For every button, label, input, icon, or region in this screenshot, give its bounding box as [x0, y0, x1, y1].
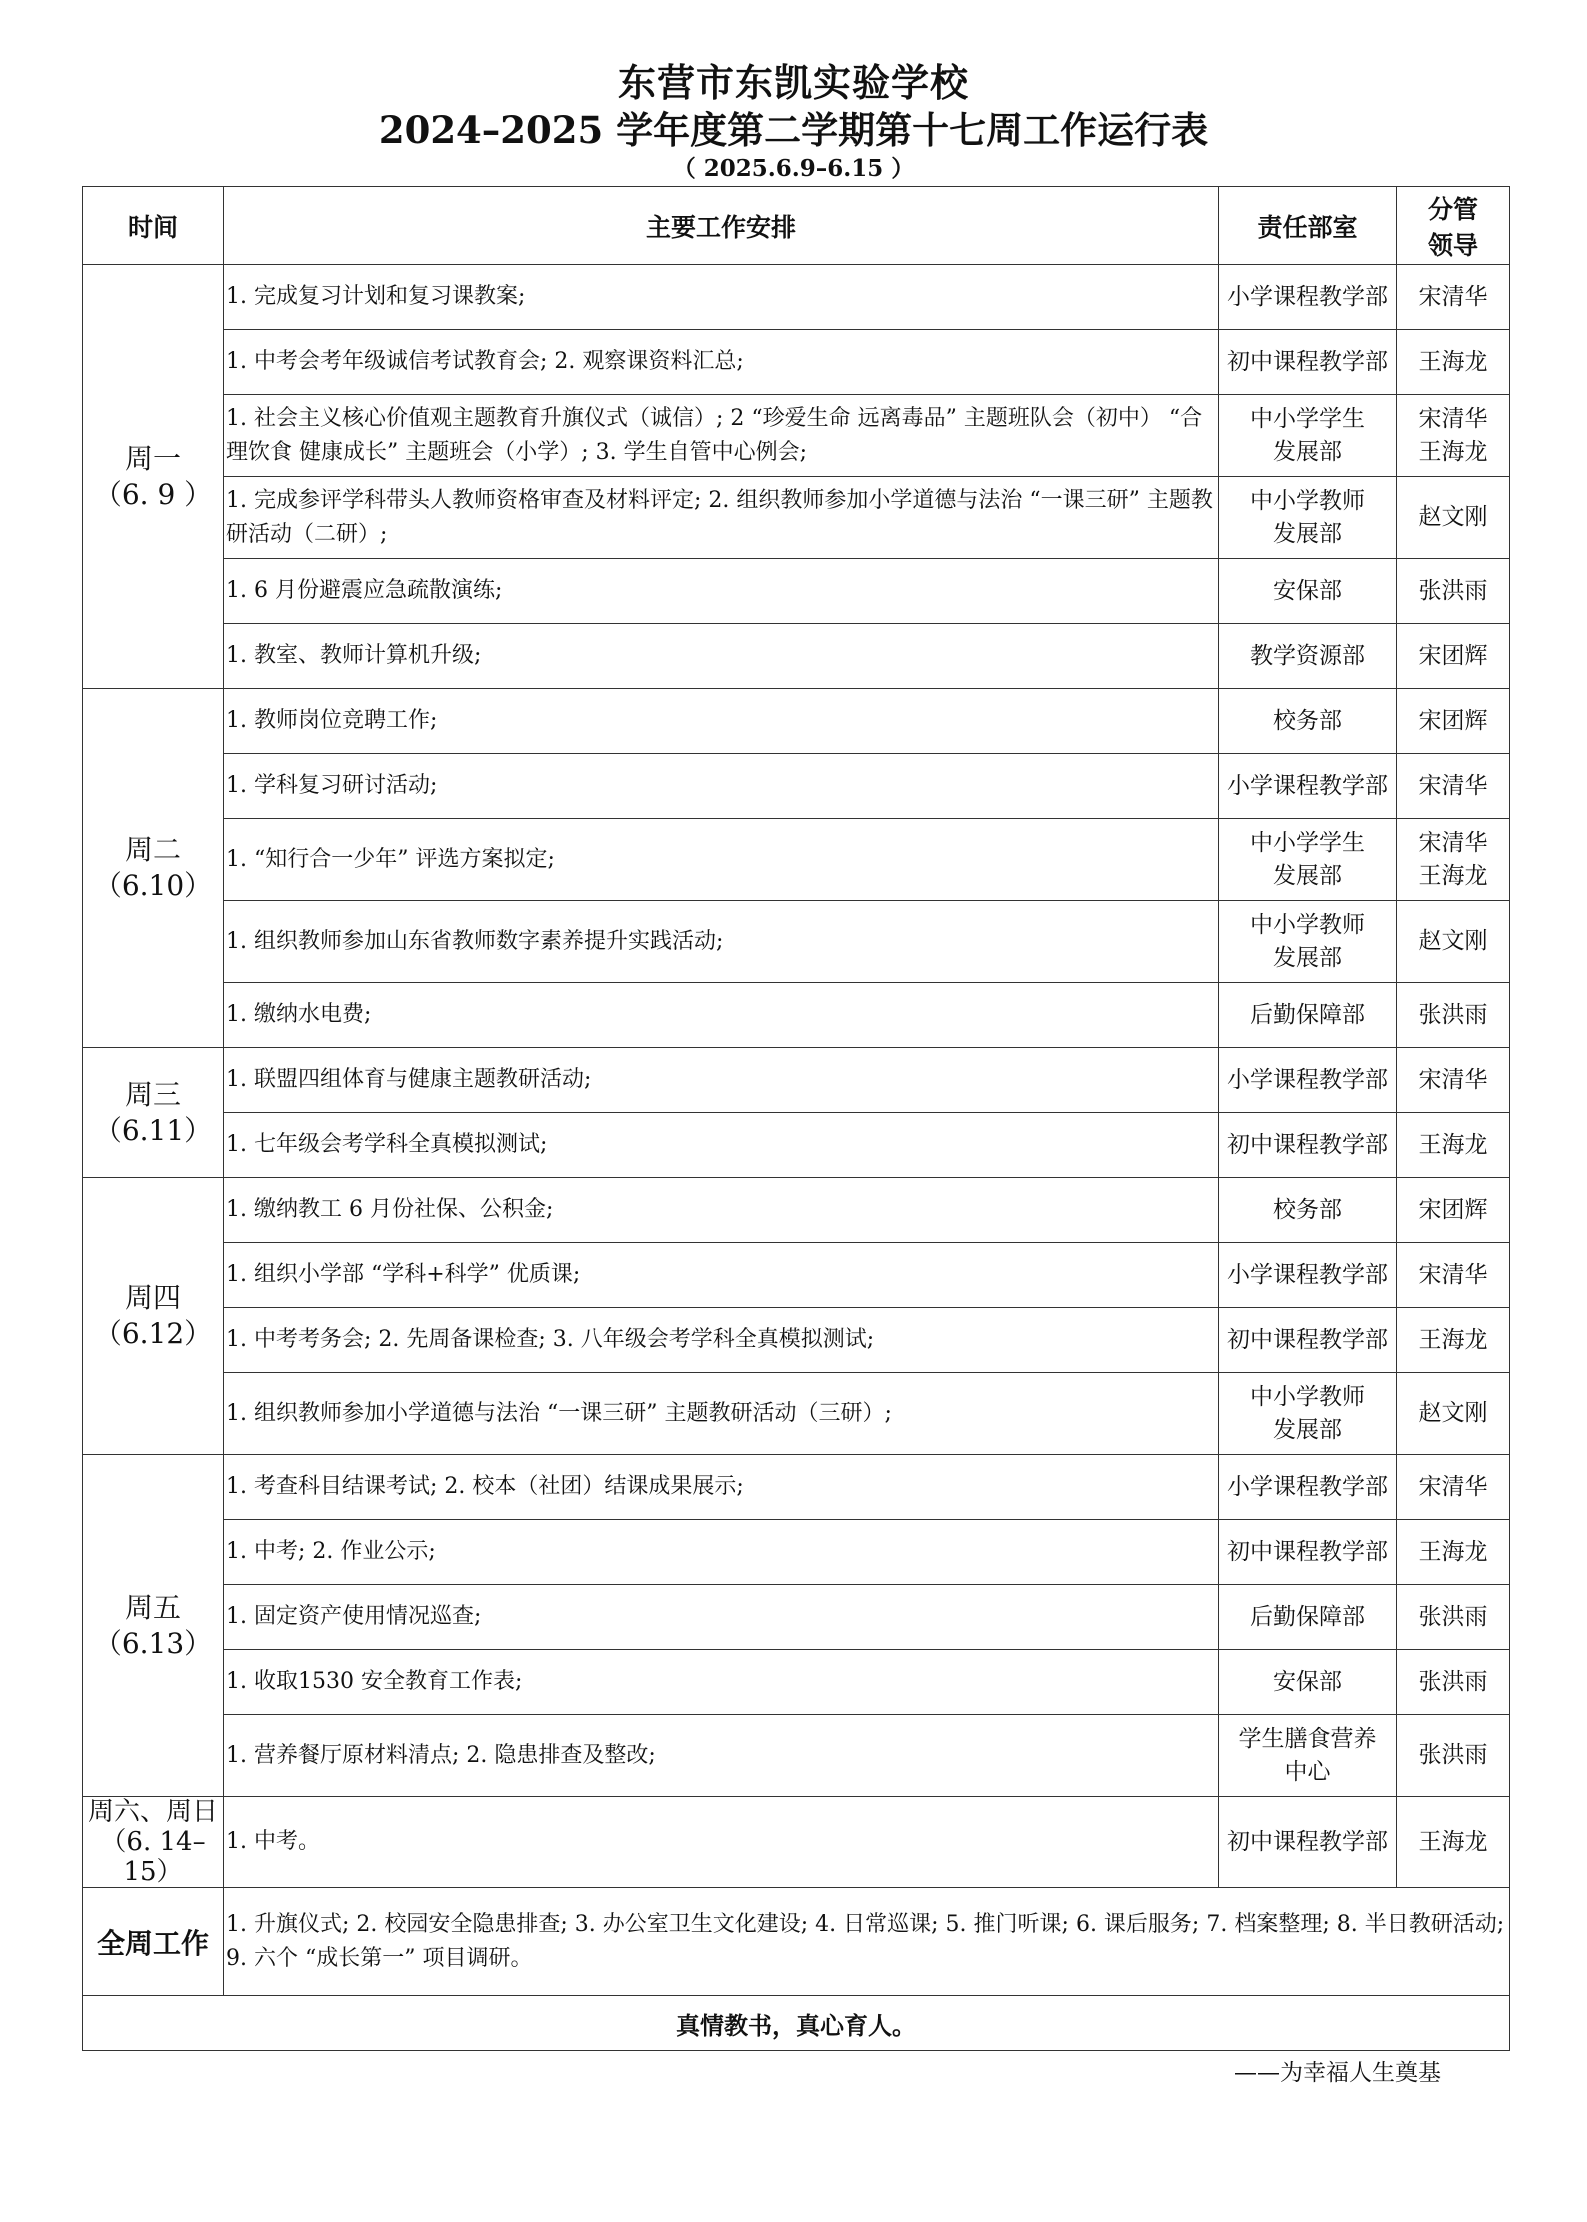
task-cell: 1. 中考考务会; 2. 先周备课检查; 3. 八年级会考学科全真模拟测试;	[224, 1308, 1219, 1373]
table-row	[83, 819, 1510, 901]
dept-line1: 中小学学生	[1250, 405, 1365, 432]
table-row	[83, 1178, 1510, 1243]
dept-line2: 中心	[1284, 1758, 1331, 1785]
motto: 真情教书，真心育人。	[83, 1996, 1510, 2051]
dept-cell: 初中课程教学部	[1219, 1308, 1397, 1373]
dept-line2: 发展部	[1273, 520, 1342, 547]
day-cell-tuesday	[83, 689, 224, 1048]
day-date: （6.11）	[93, 1113, 213, 1147]
task-cell: 1. 收取1530 安全教育工作表;	[224, 1650, 1219, 1715]
allweek-tasks: 1. 升旗仪式; 2. 校园安全隐患排查; 3. 办公室卫生文化建设; 4. 日常巡课; 5. 推门听课; 6. 课后服务; 7. 档案整理; 8. 半日教研活动; 9. 六个 “成长第一” 项目调研。	[224, 1888, 1510, 1996]
leader-cell: 王海龙	[1397, 1797, 1510, 1888]
task-cell: 1. 完成复习计划和复习课教案;	[224, 265, 1219, 330]
table-row	[83, 1113, 1510, 1178]
leader-cell: 赵文刚	[1397, 1373, 1510, 1455]
dept-cell: 安保部	[1219, 1650, 1397, 1715]
table-row	[83, 265, 1510, 330]
table-row	[83, 1585, 1510, 1650]
task-cell: 1. 中考。	[224, 1797, 1219, 1888]
day-label: 周一	[124, 441, 181, 475]
leader-cell: 赵文刚	[1397, 477, 1510, 559]
table-row	[83, 901, 1510, 983]
leader-cell: 宋团辉	[1397, 1178, 1510, 1243]
dept-cell: 小学课程教学部	[1219, 1243, 1397, 1308]
leader-cell: 王海龙	[1397, 1308, 1510, 1373]
dept-cell: 小学课程教学部	[1219, 1048, 1397, 1113]
dept-line2: 发展部	[1273, 1416, 1342, 1443]
leader-cell: 宋清华	[1397, 754, 1510, 819]
leader-line2: 王海龙	[1418, 862, 1488, 889]
leader-line1: 宋清华	[1418, 829, 1488, 856]
dept-cell: 初中课程教学部	[1219, 330, 1397, 395]
task-cell: 1. 缴纳水电费;	[224, 983, 1219, 1048]
leader-cell: 王海龙	[1397, 330, 1510, 395]
table-row	[83, 1715, 1510, 1797]
dept-line1: 中小学学生	[1250, 829, 1365, 856]
day-label: 周三	[124, 1077, 181, 1111]
table-row	[83, 1455, 1510, 1520]
task-cell: 1. 联盟四组体育与健康主题教研活动;	[224, 1048, 1219, 1113]
dept-cell	[1219, 395, 1397, 477]
leader-cell: 宋清华	[1397, 1048, 1510, 1113]
leader-cell: 张洪雨	[1397, 1650, 1510, 1715]
footer-slogan: ——为幸福人生奠基	[1234, 2060, 1441, 2086]
day-date: （6. 9 ）	[93, 477, 213, 511]
task-cell: 1. 七年级会考学科全真模拟测试;	[224, 1113, 1219, 1178]
task-cell: 1. 考查科目结课考试; 2. 校本（社团）结课成果展示;	[224, 1455, 1219, 1520]
day-cell-monday	[83, 265, 224, 689]
table-row	[83, 1048, 1510, 1113]
leader-cell: 张洪雨	[1397, 983, 1510, 1048]
dept-cell: 后勤保障部	[1219, 1585, 1397, 1650]
dept-cell: 初中课程教学部	[1219, 1797, 1397, 1888]
task-cell: 1. 组织教师参加山东省教师数字素养提升实践活动;	[224, 901, 1219, 983]
leader-cell: 宋团辉	[1397, 689, 1510, 754]
day-label: 周五	[124, 1590, 181, 1624]
leader-cell: 张洪雨	[1397, 1585, 1510, 1650]
day-label: 周二	[124, 833, 181, 866]
dept-cell	[1219, 901, 1397, 983]
task-cell: 1. 社会主义核心价值观主题教育升旗仪式（诚信）; 2 “珍爱生命 远离毒品” 主题班队会（初中） “合理饮食 健康成长” 主题班会（小学）; 3. 学生自管中心例会;	[224, 395, 1219, 477]
table-row	[83, 1243, 1510, 1308]
dept-line2: 发展部	[1273, 944, 1342, 971]
leader-cell	[1397, 395, 1510, 477]
dept-line2: 发展部	[1273, 862, 1342, 889]
dept-line1: 学生膳食营养	[1238, 1725, 1377, 1752]
dept-line1: 中小学教师	[1250, 1383, 1365, 1410]
table-row	[83, 1797, 1510, 1888]
task-cell: 1. 组织教师参加小学道德与法治 “一课三研” 主题教研活动（三研）;	[224, 1373, 1219, 1455]
day-date: （6.13）	[93, 1626, 213, 1660]
dept-cell: 安保部	[1219, 559, 1397, 624]
col-header-leader	[1397, 187, 1510, 265]
day-cell-thursday	[83, 1178, 224, 1455]
allweek-label: 全周工作	[83, 1888, 224, 1996]
table-row	[83, 689, 1510, 754]
day-date: （6.12）	[93, 1317, 213, 1350]
leader-cell: 宋清华	[1397, 1243, 1510, 1308]
table-row	[83, 1650, 1510, 1715]
dept-line1: 中小学教师	[1250, 911, 1365, 938]
task-cell: 1. 营养餐厅原材料清点; 2. 隐患排查及整改;	[224, 1715, 1219, 1797]
leader-cell: 王海龙	[1397, 1520, 1510, 1585]
school-name: 东营市东凯实验学校	[617, 60, 969, 105]
leader-cell: 张洪雨	[1397, 559, 1510, 624]
table-row	[83, 1520, 1510, 1585]
dept-cell: 校务部	[1219, 1178, 1397, 1243]
table-row	[83, 395, 1510, 477]
task-cell: 1. 教室、教师计算机升级;	[224, 624, 1219, 689]
leader-cell: 赵文刚	[1397, 901, 1510, 983]
table-row	[83, 477, 1510, 559]
motto-row	[83, 1996, 1510, 2051]
dept-cell	[1219, 1373, 1397, 1455]
day-date: （6.10）	[93, 869, 213, 902]
dept-cell	[1219, 819, 1397, 901]
leader-cell: 张洪雨	[1397, 1715, 1510, 1797]
task-cell: 1. 缴纳教工 6 月份社保、公积金;	[224, 1178, 1219, 1243]
dept-cell: 小学课程教学部	[1219, 1455, 1397, 1520]
dept-cell	[1219, 1715, 1397, 1797]
task-cell: 1. 完成参评学科带头人教师资格审查及材料评定; 2. 组织教师参加小学道德与法治 “一课三研” 主题教研活动（二研）;	[224, 477, 1219, 559]
table-row	[83, 983, 1510, 1048]
task-cell: 1. 组织小学部 “学科+科学” 优质课;	[224, 1243, 1219, 1308]
dept-cell: 初中课程教学部	[1219, 1113, 1397, 1178]
dept-cell: 教学资源部	[1219, 624, 1397, 689]
col-header-leader-line1: 分管	[1427, 194, 1478, 224]
table-row	[83, 559, 1510, 624]
task-cell: 1. 学科复习研讨活动;	[224, 754, 1219, 819]
schedule-table	[82, 186, 1510, 2051]
day-cell-friday	[83, 1455, 224, 1797]
dept-line1: 中小学教师	[1250, 487, 1365, 514]
task-cell: 1. 中考; 2. 作业公示;	[224, 1520, 1219, 1585]
table-row	[83, 754, 1510, 819]
col-header-time: 时间	[83, 187, 224, 265]
task-cell: 1. 教师岗位竞聘工作;	[224, 689, 1219, 754]
leader-line1: 宋清华	[1418, 405, 1488, 432]
col-header-tasks: 主要工作安排	[224, 187, 1219, 265]
table-row	[83, 1373, 1510, 1455]
leader-cell	[1397, 819, 1510, 901]
col-header-dept: 责任部室	[1219, 187, 1397, 265]
date-range: （ 2025.6.9–6.15 ）	[672, 155, 915, 182]
dept-cell: 小学课程教学部	[1219, 754, 1397, 819]
day-date: （6. 14–15）	[100, 1827, 206, 1887]
leader-cell: 宋清华	[1397, 1455, 1510, 1520]
dept-cell	[1219, 477, 1397, 559]
dept-cell: 校务部	[1219, 689, 1397, 754]
allweek-row	[83, 1888, 1510, 1996]
task-cell: 1. 固定资产使用情况巡查;	[224, 1585, 1219, 1650]
table-header-row	[83, 187, 1510, 265]
task-cell: 1. 中考会考年级诚信考试教育会; 2. 观察课资料汇总;	[224, 330, 1219, 395]
table-row	[83, 330, 1510, 395]
col-header-leader-line2: 领导	[1427, 230, 1478, 260]
leader-cell: 宋团辉	[1397, 624, 1510, 689]
table-row	[83, 1308, 1510, 1373]
day-label: 周四	[124, 1281, 181, 1314]
dept-line2: 发展部	[1273, 438, 1342, 465]
dept-cell: 小学课程教学部	[1219, 265, 1397, 330]
document-title: 2024–2025 学年度第二学期第十七周工作运行表	[378, 108, 1209, 152]
leader-cell: 宋清华	[1397, 265, 1510, 330]
dept-cell: 初中课程教学部	[1219, 1520, 1397, 1585]
table-row	[83, 624, 1510, 689]
day-cell-wednesday	[83, 1048, 224, 1178]
leader-line2: 王海龙	[1418, 438, 1488, 465]
task-cell: 1. “知行合一少年” 评选方案拟定;	[224, 819, 1219, 901]
task-cell: 1. 6 月份避震应急疏散演练;	[224, 559, 1219, 624]
leader-cell: 王海龙	[1397, 1113, 1510, 1178]
dept-cell: 后勤保障部	[1219, 983, 1397, 1048]
day-cell-weekend	[83, 1797, 224, 1888]
day-label: 周六、周日	[87, 1797, 218, 1827]
